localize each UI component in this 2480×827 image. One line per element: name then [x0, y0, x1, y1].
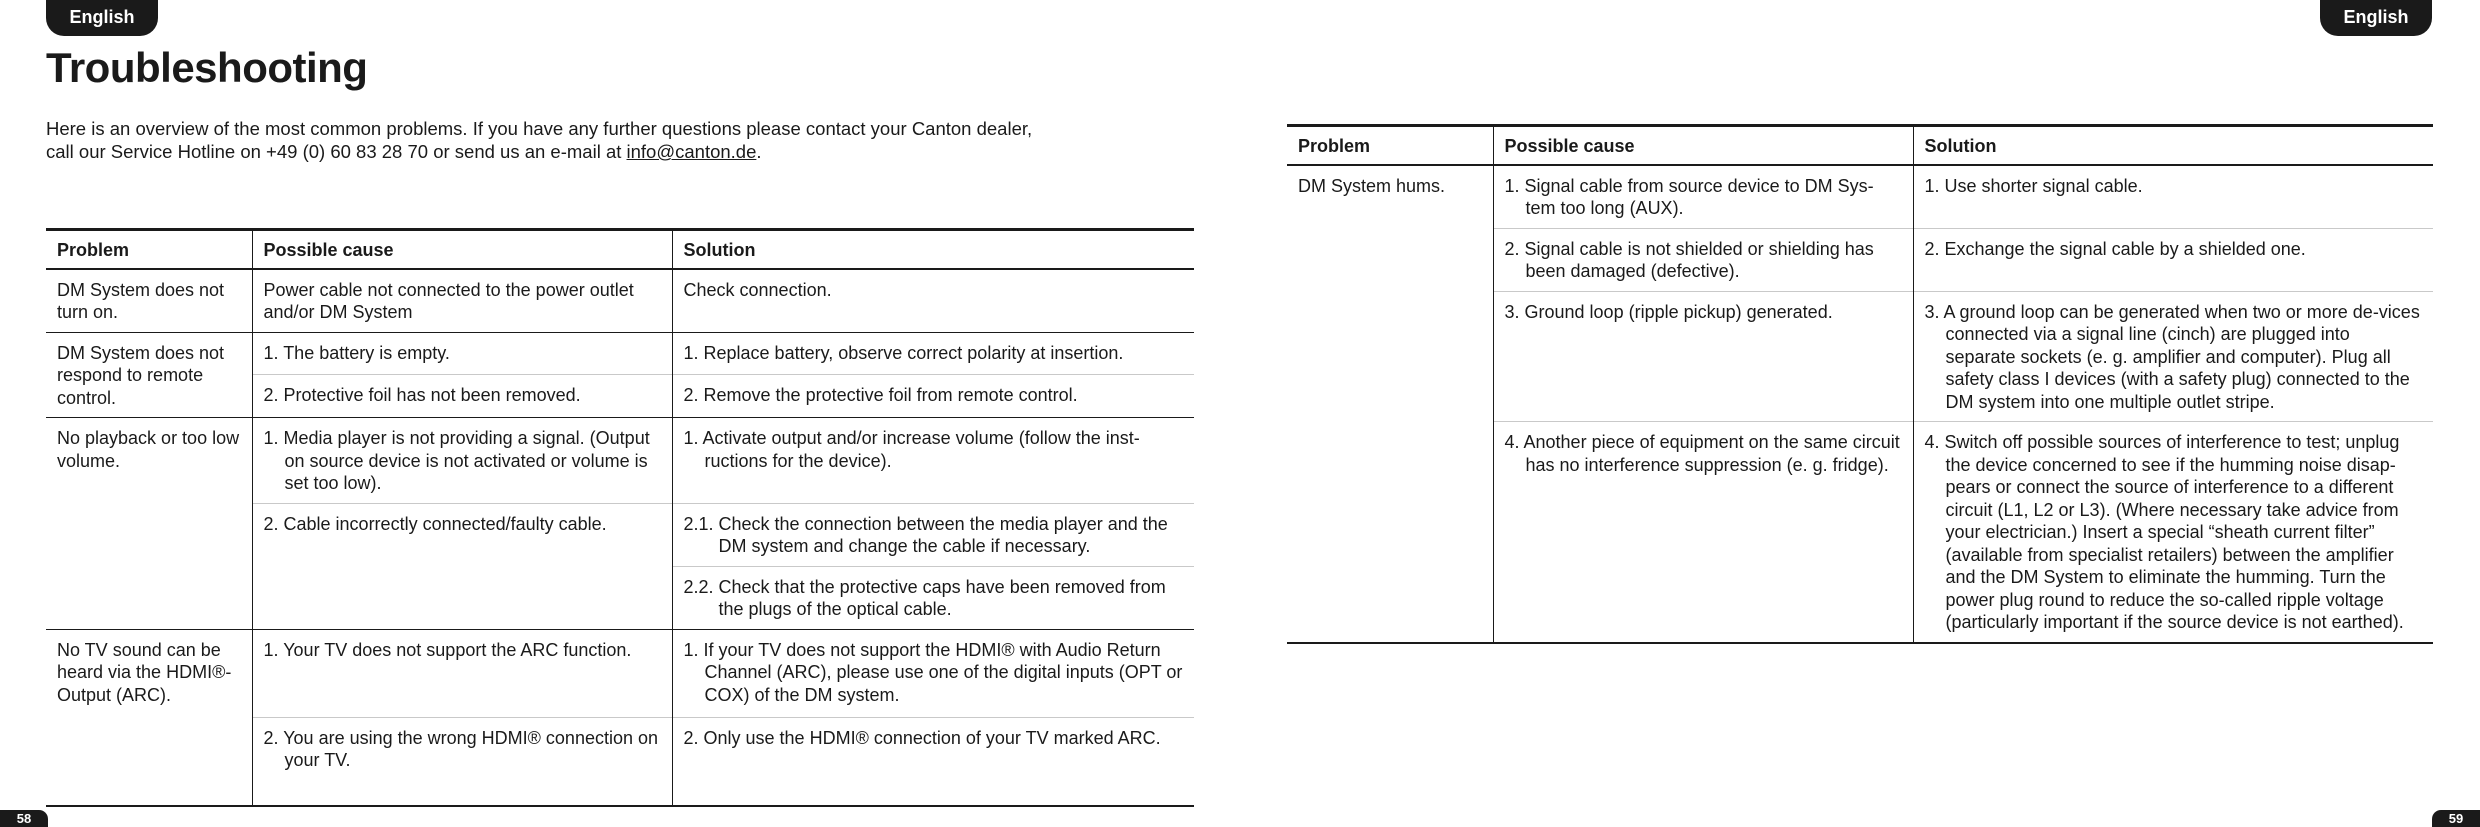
- troubleshooting-table-left: [46, 228, 1194, 807]
- solution-cell: 1. Replace battery, observe correct polarity at insertion.: [672, 332, 1194, 375]
- solution-cell: 2.2. Check that the protective caps have been removed from the plugs of the optical cable.: [672, 566, 1194, 629]
- intro-end: .: [756, 141, 762, 162]
- header-problem: Problem: [46, 230, 252, 269]
- problem-cell: DM System hums.: [1287, 165, 1493, 643]
- table-row: [46, 269, 1194, 333]
- header-solution: Solution: [672, 230, 1194, 269]
- table-header-row: [46, 230, 1194, 269]
- solution-cell: 1. If your TV does not support the HDMI® with Audio Return Channel (ARC), please use one of the digital inputs (OPT or COX) of the DM system.: [672, 629, 1194, 717]
- problem-cell: DM System does not turn on.: [46, 269, 252, 333]
- solution-cell: 3. A ground loop can be generated when two or more de-vices connected via a signal line (cinch) are plugged into separate sockets (e. g. amplifier and computer). Plug all safety class I devices (with a safety plug) connected to the DM system into one multiple outlet stripe.: [1913, 291, 2433, 422]
- page-title: Troubleshooting: [46, 44, 368, 91]
- solution-cell: 2. Only use the HDMI® connection of your TV marked ARC.: [672, 717, 1194, 806]
- intro-line-2: call our Service Hotline on +49 (0) 60 83 28 70 or send us an e-mail at: [46, 141, 627, 162]
- intro-text: [46, 117, 1086, 163]
- intro-line-1: Here is an overview of the most common problems. If you have any further questions please contact your Canton dealer,: [46, 118, 1033, 139]
- solution-cell: 2.1. Check the connection between the media player and the DM system and change the cable if necessary.: [672, 503, 1194, 566]
- table-header-row: [1287, 126, 2433, 165]
- cause-cell: 3. Ground loop (ripple pickup) generated.: [1493, 291, 1913, 422]
- table-row: [46, 418, 1194, 504]
- table-row: [46, 332, 1194, 375]
- cause-cell: Power cable not connected to the power outlet and/or DM System: [252, 269, 672, 333]
- cause-cell: 2. Cable incorrectly connected/faulty cable.: [252, 503, 672, 629]
- cause-cell: 2. Protective foil has not been removed.: [252, 375, 672, 418]
- cause-cell: 1. Your TV does not support the ARC function.: [252, 629, 672, 717]
- cause-cell: 2. You are using the wrong HDMI® connection on your TV.: [252, 717, 672, 806]
- cause-cell: 1. Media player is not providing a signal. (Output on source device is not activated or volume is set too low).: [252, 418, 672, 504]
- solution-cell: 1. Use shorter signal cable.: [1913, 165, 2433, 229]
- table-row: [46, 629, 1194, 717]
- header-problem: Problem: [1287, 126, 1493, 165]
- email-link[interactable]: info@canton.de: [626, 141, 757, 162]
- solution-cell: 1. Activate output and/or increase volume (follow the inst-ructions for the device).: [672, 418, 1194, 504]
- solution-cell: 2. Remove the protective foil from remote control.: [672, 375, 1194, 418]
- problem-cell: No playback or too low volume.: [46, 418, 252, 630]
- troubleshooting-table-right: [1287, 124, 2433, 644]
- page-number-right: 59: [2432, 810, 2480, 827]
- language-tab-left: English: [46, 0, 158, 36]
- language-tab-right: English: [2320, 0, 2432, 36]
- problem-cell: No TV sound can be heard via the HDMI®-Output (ARC).: [46, 629, 252, 806]
- cause-cell: 1. The battery is empty.: [252, 332, 672, 375]
- cause-cell: 1. Signal cable from source device to DM Sys-tem too long (AUX).: [1493, 165, 1913, 229]
- solution-cell: 4. Switch off possible sources of interference to test; unplug the device concerned to see if the humming noise disap-pears or connect the source of interference to a different circuit (L1, L2 or L3). (Where necessary take advice from your electrician.) Insert a special “sheath current filter” (available from specialist retailers) between the amplifier and the DM System to eliminate the humming. Turn the power plug round to reduce the so-called ripple voltage (particularly important if the source device is not earthed).: [1913, 422, 2433, 643]
- header-solution: Solution: [1913, 126, 2433, 165]
- page-number-left: 58: [0, 810, 48, 827]
- header-cause: Possible cause: [252, 230, 672, 269]
- cause-cell: 4. Another piece of equipment on the same circuit has no interference suppression (e. g. fridge).: [1493, 422, 1913, 643]
- cause-cell: 2. Signal cable is not shielded or shielding has been damaged (defective).: [1493, 228, 1913, 291]
- solution-cell: 2. Exchange the signal cable by a shielded one.: [1913, 228, 2433, 291]
- problem-cell: DM System does not respond to remote control.: [46, 332, 252, 418]
- table-row: [1287, 165, 2433, 229]
- solution-cell: Check connection.: [672, 269, 1194, 333]
- header-cause: Possible cause: [1493, 126, 1913, 165]
